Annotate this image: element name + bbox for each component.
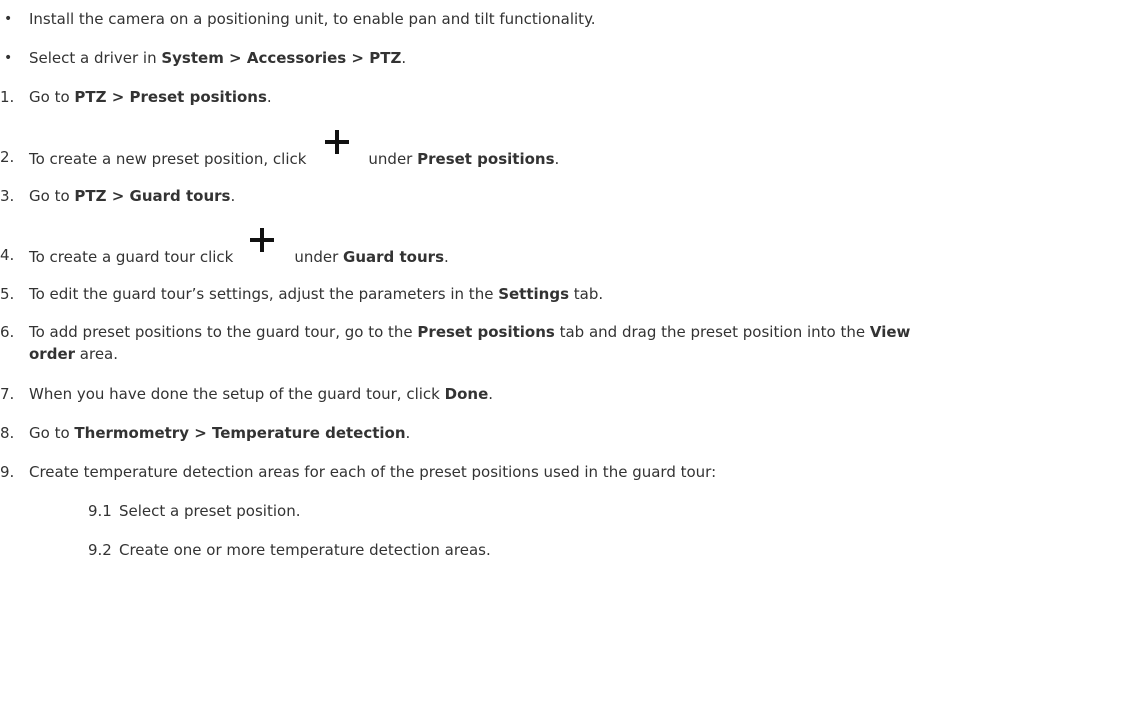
step-number: 4. [0, 246, 15, 264]
step-number: 2. [0, 148, 15, 166]
step-text: To edit the guard tour’s settings, adjust the parameters in the Settings tab. [29, 285, 604, 303]
button-name: Done [444, 385, 489, 403]
menu-path: Preset positions [417, 150, 555, 168]
substep-text: Create one or more temperature detection areas. [119, 541, 491, 559]
step-text: Go to Thermometry > Temperature detection. [29, 424, 411, 442]
area-name: View [869, 323, 911, 341]
step-text: When you have done the setup of the guard tour, click Done. [29, 385, 494, 403]
plus-icon [250, 228, 274, 252]
step-number: 9. [0, 463, 15, 481]
step-text: To create a guard tour click under Guard tours. [29, 244, 1142, 268]
menu-path: PTZ > Preset positions [74, 88, 267, 106]
substep-number: 9.2 [88, 541, 112, 559]
menu-path: PTZ > Guard tours [74, 187, 231, 205]
menu-path: Guard tours [343, 248, 444, 266]
substep-text: Select a preset position. [119, 502, 301, 520]
step-text: To create a new preset position, click under Preset positions. [29, 146, 1142, 170]
step-number: 6. [0, 323, 15, 341]
menu-path: System > Accessories > PTZ [161, 49, 402, 67]
step-number: 3. [0, 187, 15, 205]
tab-name: Preset positions [417, 323, 555, 341]
bullet-marker: • [4, 11, 13, 27]
step-text: Create temperature detection areas for each of the preset positions used in the guard tour: [29, 463, 717, 481]
bullet-marker: • [4, 50, 13, 66]
step-number: 5. [0, 285, 15, 303]
step-text: Go to PTZ > Preset positions. [29, 88, 272, 106]
step-number: 7. [0, 385, 15, 403]
list-item-text: Install the camera on a positioning unit, to enable pan and tilt functionality. [29, 10, 596, 28]
step-text: To add preset positions to the guard tour, go to the Preset positions tab and drag the preset position into the View order area. [29, 323, 911, 363]
substep-number: 9.1 [88, 502, 112, 520]
area-name-cont: order [29, 345, 76, 363]
menu-path: Thermometry > Temperature detection [74, 424, 406, 442]
step-text: Go to PTZ > Guard tours. [29, 187, 236, 205]
step-number: 8. [0, 424, 15, 442]
tab-name: Settings [498, 285, 570, 303]
step-number: 1. [0, 88, 15, 106]
plus-icon [325, 130, 349, 154]
list-item-text: Select a driver in System > Accessories > PTZ. [29, 49, 407, 67]
